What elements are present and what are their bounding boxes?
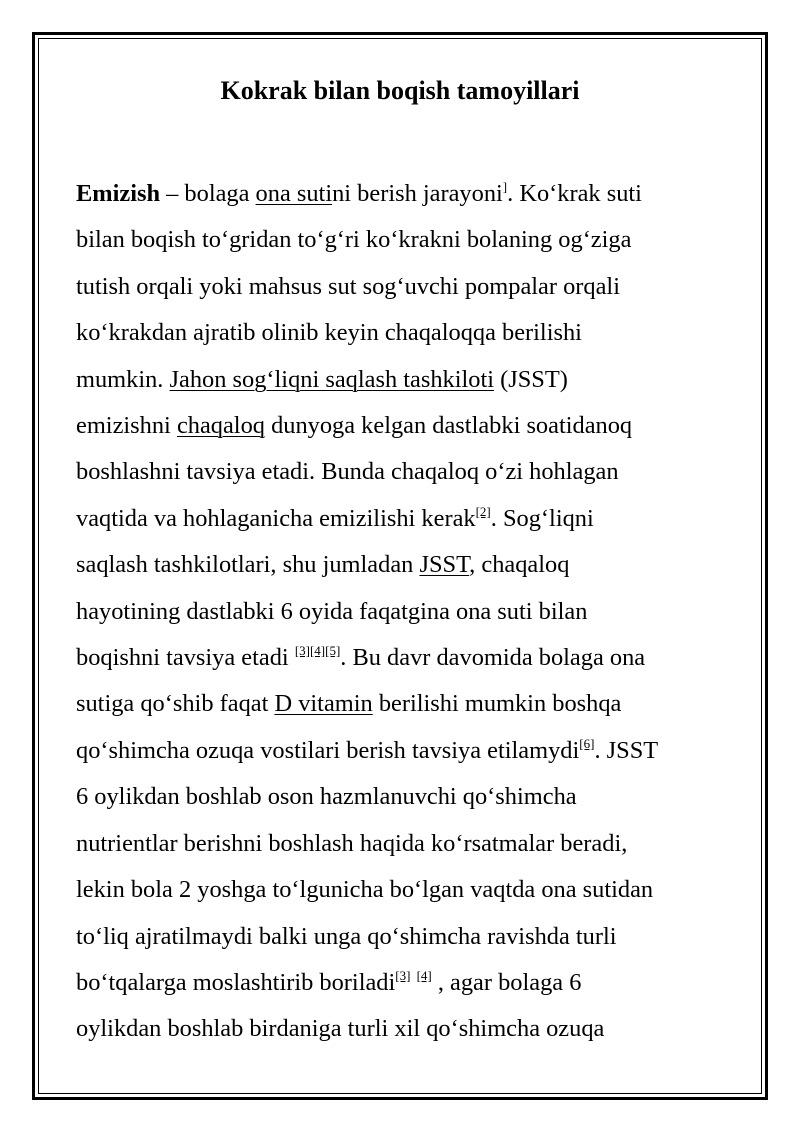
- link-ona-suti[interactable]: ona suti: [255, 180, 333, 207]
- footnote-ref-6[interactable]: [6]: [579, 735, 595, 751]
- text-line-16: lekin bola 2 yoshga to‘lgunicha bo‘lgan vaqtda ona sutidan: [76, 876, 654, 904]
- text-line-10: hayotining dastlabki 6 oyida faqatgina ona suti bilan: [76, 597, 588, 625]
- link-jsst[interactable]: JSST: [419, 551, 470, 579]
- footnote-ref-2[interactable]: [2]: [475, 503, 491, 519]
- text-line-3: tutish orqali yoki mahsus sut sog‘uvchi pompalar orqali: [76, 272, 620, 300]
- footnote-ref-1[interactable]: ]: [502, 179, 508, 194]
- footnote-ref-3-4-5[interactable]: [3][4][5]: [294, 643, 341, 659]
- text-line-13: qo‘shimcha ozuqa vostilari berish tavsiya etilamydi[6]. JSST: [76, 735, 659, 764]
- text-line-12: sutiga qo‘shib faqat D vitamin berilishi mumkin boshqa: [76, 690, 622, 718]
- text-line-9: saqlash tashkilotlari, shu jumladan JSST, chaqaloq: [76, 551, 570, 579]
- footnote-ref-4b[interactable]: [4]: [416, 967, 432, 983]
- article-body: [76, 171, 736, 1053]
- text-line-18: bo‘tqalarga moslashtirib boriladi[3] [4] , agar bolaga 6: [76, 967, 582, 996]
- text-line-5: mumkin. Jahon sog‘liqni saqlash tashkiloti (JSST): [76, 365, 568, 393]
- text-line-14: 6 oylikdan boshlab oson hazmlanuvchi qo‘shimcha: [76, 783, 577, 811]
- text-line-7: boshlashni tavsiya etadi. Bunda chaqaloq o‘zi hohlagan: [76, 458, 619, 486]
- link-jsst-full[interactable]: Jahon sog‘liqni saqlash tashkiloti: [169, 365, 495, 393]
- text-line-19: oylikdan boshlab birdaniga turli xil qo‘shimcha ozuqa: [76, 1015, 605, 1043]
- text-line-11: boqishni tavsiya etadi [3][4][5]. Bu davr davomida bolaga ona: [76, 643, 646, 672]
- text-line-17: to‘liq ajratilmaydi balki unga qo‘shimcha ravishda turli: [76, 922, 617, 950]
- text-line-1: Emizish – bolaga ona sutini berish jarayoni]. Ko‘krak suti: [76, 179, 642, 207]
- term-emizish: Emizish: [76, 180, 161, 207]
- text-line-4: ko‘krakdan ajratib olinib keyin chaqaloqqa berilishi: [76, 319, 582, 347]
- document-title: Kokrak bilan boqish tamoyillari: [220, 76, 580, 105]
- link-d-vitamin[interactable]: D vitamin: [274, 690, 373, 718]
- footnote-ref-3b[interactable]: [3]: [395, 967, 411, 983]
- text-line-6: emizishni chaqaloq dunyoga kelgan dastlabki soatidanoq: [76, 412, 633, 440]
- text-line-8: vaqtida va hohlaganicha emizilishi kerak[2]. Sog‘liqni: [76, 503, 594, 532]
- text-line-2: bilan boqish to‘gridan to‘g‘ri ko‘krakni bolaning og‘ziga: [76, 226, 632, 254]
- link-chaqaloq[interactable]: chaqaloq: [176, 412, 265, 440]
- text-line-15: nutrientlar berishni boshlash haqida ko‘rsatmalar beradi,: [76, 829, 628, 857]
